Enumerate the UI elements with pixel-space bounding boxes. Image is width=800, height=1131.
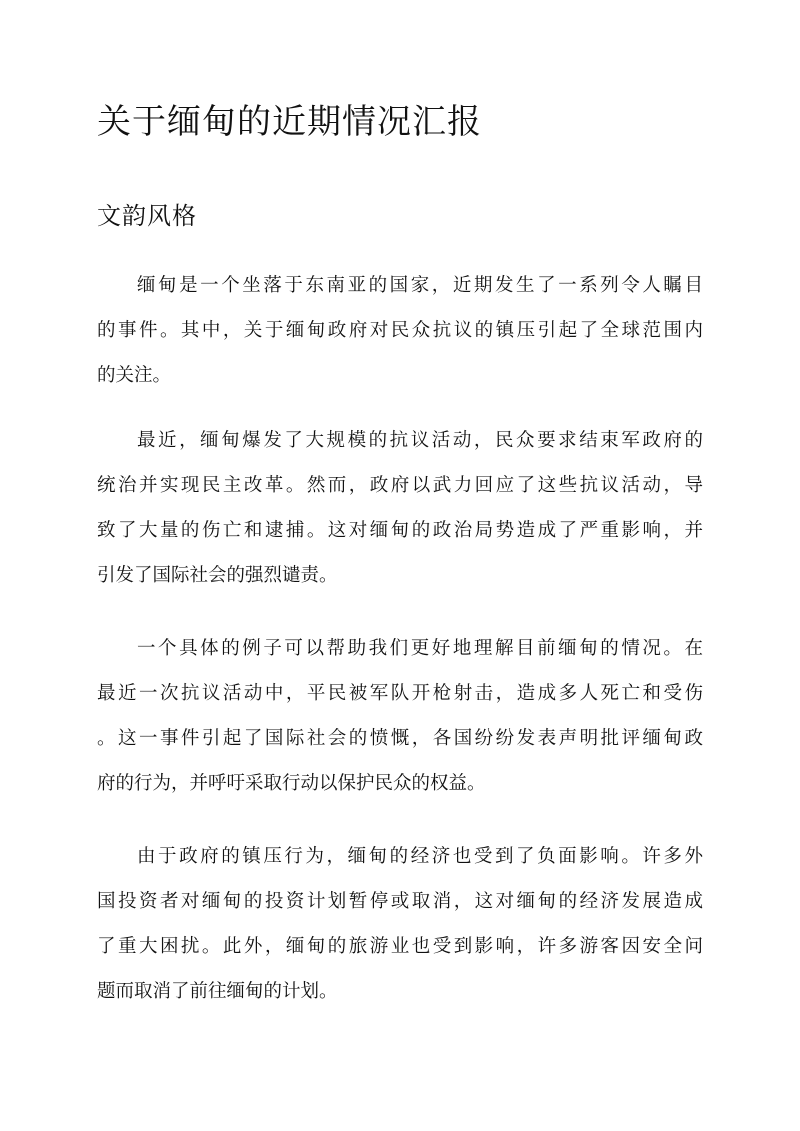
paragraph-line: 府的行为，并呼吁采取行动以保护民众的权益。 (97, 773, 486, 794)
paragraph-1 (97, 263, 703, 398)
paragraph-line: 致了大量的伤亡和逮捕。这对缅甸的政治局势造成了严重影响，并 (97, 520, 703, 541)
paragraph-line: 国投资者对缅甸的投资计划暂停或取消，这对缅甸的经济发展造成 (97, 891, 703, 912)
paragraph-line: 统治并实现民主改革。然而，政府以武力回应了这些抗议活动，导 (97, 475, 703, 496)
section-heading: 文韵风格 (97, 202, 197, 230)
paragraph-line: 了重大困扰。此外，缅甸的旅游业也受到影响，许多游客因安全问 (97, 936, 703, 957)
paragraph-line: 最近，缅甸爆发了大规模的抗议活动，民众要求结束军政府的 (137, 430, 703, 451)
paragraph-4 (97, 834, 703, 1014)
paragraph-line: 题而取消了前往缅甸的计划。 (97, 981, 338, 1002)
paragraph-line: 最近一次抗议活动中，平民被军队开枪射击，造成多人死亡和受伤 (97, 683, 703, 704)
paragraph-line: 由于政府的镇压行为，缅甸的经济也受到了负面影响。许多外 (137, 846, 703, 867)
paragraph-line: 引发了国际社会的强烈谴责。 (97, 565, 338, 586)
paragraph-line: 缅甸是一个坐落于东南亚的国家，近期发生了一系列令人瞩目 (137, 275, 703, 296)
paragraph-line: 一个具体的例子可以帮助我们更好地理解目前缅甸的情况。在 (137, 638, 703, 659)
document-title: 关于缅甸的近期情况汇报 (97, 102, 482, 142)
paragraph-line: 。这一事件引起了国际社会的愤慨，各国纷纷发表声明批评缅甸政 (97, 728, 703, 749)
paragraph-2 (97, 418, 703, 598)
paragraph-3 (97, 626, 703, 806)
paragraph-line: 的关注。 (97, 365, 172, 386)
paragraph-line: 的事件。其中，关于缅甸政府对民众抗议的镇压引起了全球范围内 (97, 320, 703, 341)
